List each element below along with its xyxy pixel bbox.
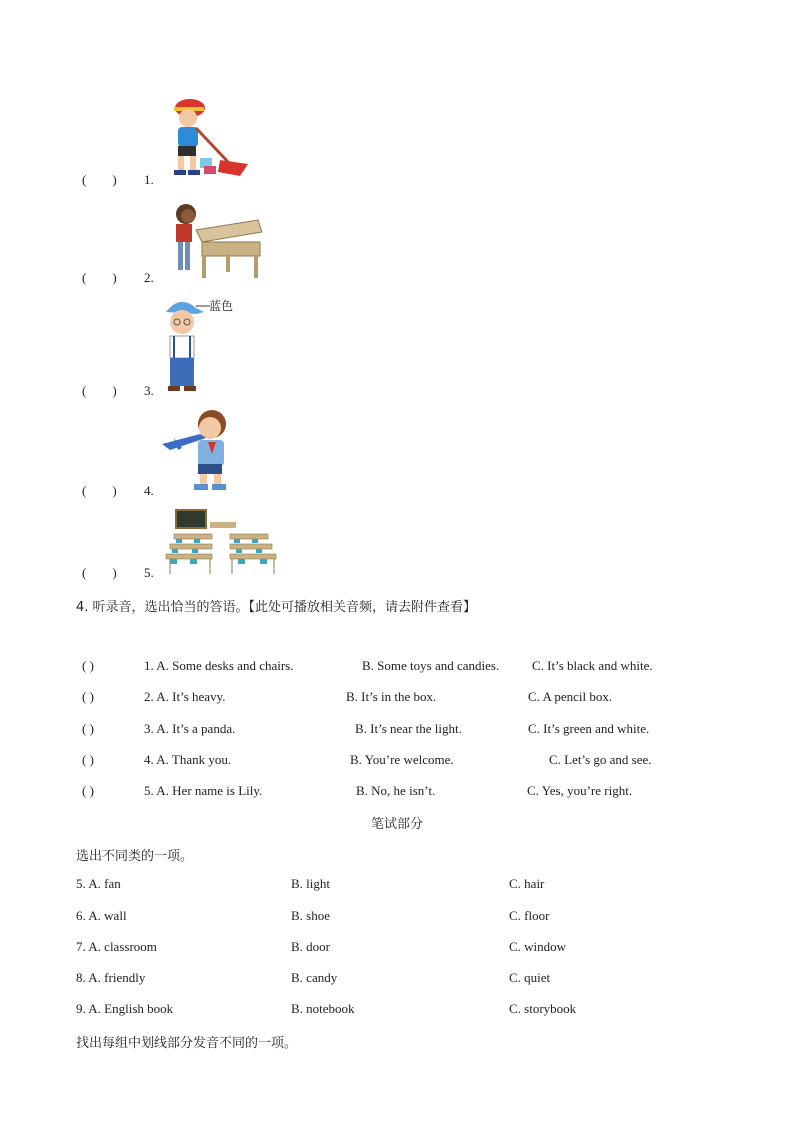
answer-blank[interactable]: ( ) bbox=[82, 565, 117, 580]
option-b: B. door bbox=[291, 939, 330, 954]
option-c: C. quiet bbox=[509, 970, 551, 985]
odd-item-8 bbox=[76, 970, 696, 988]
answer-blank[interactable]: ( ) bbox=[82, 270, 117, 285]
option-b: B. shoe bbox=[291, 908, 330, 923]
option-b: B. Some toys and candies. bbox=[362, 658, 500, 673]
item-number: 2. bbox=[144, 270, 154, 285]
odd-item-7 bbox=[76, 939, 696, 957]
written-section-title: 笔试部分 bbox=[370, 817, 423, 832]
option-a: 9. A. English book bbox=[76, 1001, 174, 1016]
option-c: C. storybook bbox=[509, 1001, 577, 1016]
q4-item-1 bbox=[82, 658, 722, 676]
boy-blue-cap-image bbox=[160, 296, 208, 394]
option-c: C. Let’s go and see. bbox=[549, 752, 652, 767]
answer-blank[interactable]: ( ) bbox=[82, 752, 94, 767]
option-c: C. A pencil box. bbox=[528, 689, 613, 704]
boy-sweeping-image bbox=[160, 94, 252, 180]
option-a: 7. A. classroom bbox=[76, 939, 157, 954]
option-b: B. candy bbox=[291, 970, 338, 985]
option-c: C. window bbox=[509, 939, 567, 954]
option-a: 1. A. Some desks and chairs. bbox=[144, 658, 294, 673]
item-number: 4. bbox=[144, 483, 154, 498]
option-b: B. It’s near the light. bbox=[355, 721, 462, 736]
option-c: C. It’s green and white. bbox=[528, 721, 650, 736]
pronunciation-heading: 找出每组中划线部分发音不同的一项。 bbox=[76, 1036, 298, 1051]
answer-blank[interactable]: ( ) bbox=[82, 783, 94, 798]
option-c: C. floor bbox=[509, 908, 550, 923]
item-number: 1. bbox=[144, 172, 154, 187]
odd-item-5 bbox=[76, 876, 696, 894]
option-a: 6. A. wall bbox=[76, 908, 127, 923]
option-c: C. Yes, you’re right. bbox=[527, 783, 633, 798]
boy-with-plane-image bbox=[160, 404, 242, 494]
option-c: C. It’s black and white. bbox=[532, 658, 653, 673]
option-a: 4. A. Thank you. bbox=[144, 752, 232, 767]
label-pointer-line bbox=[196, 303, 210, 309]
odd-item-9 bbox=[76, 1001, 696, 1019]
option-a: 3. A. It’s a panda. bbox=[144, 721, 236, 736]
q4-heading: 4. 听录音，选出恰当的答语。【此处可播放相关音频，请去附件查看】 bbox=[76, 600, 477, 615]
odd-one-out-heading: 选出不同类的一项。 bbox=[76, 849, 194, 864]
option-b: B. It’s in the box. bbox=[346, 689, 437, 704]
item-number: 5. bbox=[144, 565, 154, 580]
option-a: 8. A. friendly bbox=[76, 970, 146, 985]
classroom-image bbox=[160, 508, 282, 578]
option-b: B. light bbox=[291, 876, 331, 891]
answer-blank[interactable]: ( ) bbox=[82, 483, 117, 498]
q4-item-4 bbox=[82, 752, 722, 770]
girl-cleaning-desk-image bbox=[166, 202, 266, 280]
odd-item-6 bbox=[76, 908, 696, 926]
option-b: B. No, he isn’t. bbox=[356, 783, 436, 798]
option-b: B. notebook bbox=[291, 1001, 355, 1016]
blue-color-label: 蓝色 bbox=[209, 299, 234, 313]
q4-item-2 bbox=[82, 689, 722, 707]
item-number: 3. bbox=[144, 383, 154, 398]
option-a: 2. A. It’s heavy. bbox=[144, 689, 226, 704]
q4-item-3 bbox=[82, 721, 722, 739]
q4-item-5 bbox=[82, 783, 722, 801]
answer-blank[interactable]: ( ) bbox=[82, 721, 94, 736]
answer-blank[interactable]: ( ) bbox=[82, 658, 94, 673]
answer-blank[interactable]: ( ) bbox=[82, 383, 117, 398]
answer-blank[interactable]: ( ) bbox=[82, 689, 94, 704]
option-a: 5. A. fan bbox=[76, 876, 121, 891]
option-c: C. hair bbox=[509, 876, 545, 891]
answer-blank[interactable]: ( ) bbox=[82, 172, 117, 187]
option-b: B. You’re welcome. bbox=[350, 752, 454, 767]
option-a: 5. A. Her name is Lily. bbox=[144, 783, 263, 798]
